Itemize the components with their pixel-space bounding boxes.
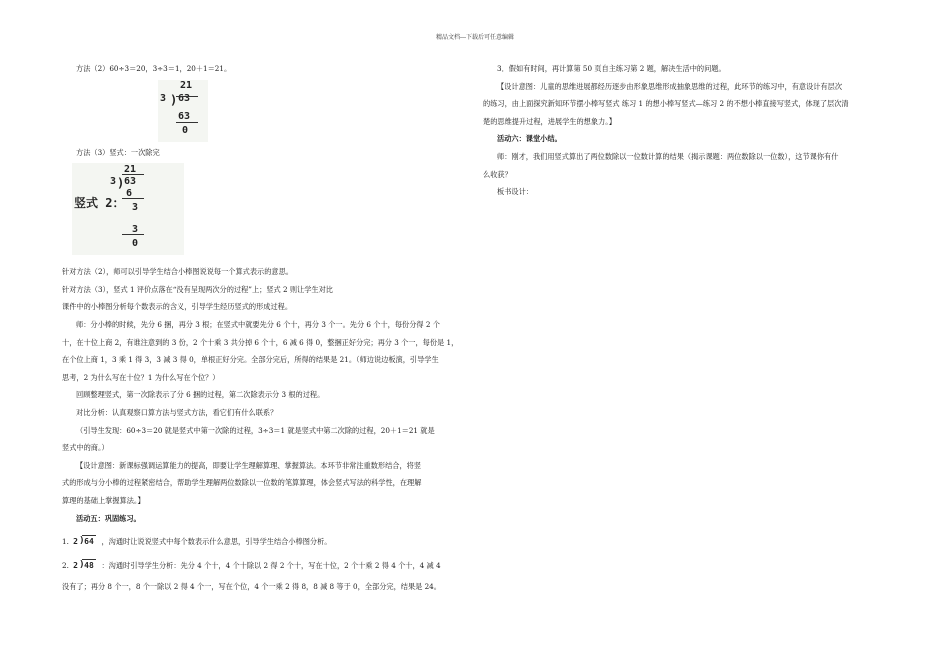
fig2-divisor: 3 — [110, 176, 117, 188]
fig2-label: 竖式 2： — [74, 196, 125, 211]
exercise-2-number: 2. — [62, 560, 69, 570]
fig1-product: 63 — [178, 110, 191, 122]
long-division-figure-1 — [158, 80, 208, 142]
e1-bracket: ) — [79, 536, 85, 547]
text-line: 回顾整理竖式，第一次除表示了分 6 捆的过程，第二次除表示分 3 根的过程。 — [76, 390, 325, 400]
right-column — [483, 60, 913, 201]
fig2-bracket: ) — [117, 176, 125, 191]
design-intent: 【设计意图：新课标强调运算能力的提高，即要让学生理解算理、掌握算法。本环节非常注重数形结合，将竖 — [76, 460, 422, 470]
board-design-heading: 板书设计： — [497, 187, 533, 197]
fig1-remainder: 0 — [182, 124, 189, 136]
text-line: 师：分小棒的时候，先分 6 捆，再分 3 根；在竖式中就要先分 6 个十，再分 3 个一。先分 6 个十，每份分得 2 个 — [76, 319, 440, 329]
text-line: 十，在十位上商 2，有谁注意到的 3 份，2 个十乘 3 共分掉 6 个十，6 减 6 得 0，整捆正好分完；再分 3 个一，每份是 1， — [62, 337, 459, 347]
exercise-1-number: 1. — [62, 537, 69, 547]
design-intent: 式的形成与分小棒的过程紧密结合，帮助学生理解两位数除以一位数的笔算算理，体会竖式写法的科学性，在理解 — [62, 478, 422, 488]
text-line: 课件中的小棒图分析每个数表示的含义，引导学生经历竖式的形成过程。 — [62, 302, 293, 312]
text-line: 针对方法（2），师可以引导学生结合小棒图说说每一个算式表示的意思。 — [62, 267, 293, 277]
page-header: 精品文档---下载后可任意编辑 — [435, 34, 515, 41]
summary-text: 师：刚才，我们用竖式算出了两位数除以一位数计算的结果（揭示课题：两位数除以一位数），这节课你有什 — [497, 151, 839, 161]
text-line: 思考，2 为什么写在十位？1 为什么写在个位？） — [62, 372, 220, 382]
text-line: （引导生发现：60÷3＝20 就是竖式中第一次除的过程，3÷3＝1 就是竖式中第二次除的过程，20＋1＝21 就是 — [76, 425, 435, 435]
fig1-divisor: 3 — [160, 92, 167, 104]
fig2-dividend: 63 — [124, 176, 137, 188]
text-line: 对比分析：认真观察口算方法与竖式方法，看它们有什么联系？ — [76, 407, 278, 417]
e2-bracket: ) — [79, 559, 85, 570]
e1-dividend: 64 — [84, 537, 94, 547]
fig2-top-line — [122, 174, 144, 175]
method-3: 方法（3）竖式：一次除完 — [76, 147, 160, 157]
fig2-quotient: 21 — [124, 164, 137, 176]
exercise-2-division — [71, 559, 99, 573]
item-3: 3．假如有时间，再计算第 50 页自主练习第 2 题，解决生活中的问题。 — [497, 64, 726, 73]
e1-line — [82, 535, 96, 536]
fig1-quotient: 21 — [180, 79, 193, 91]
e2-divisor: 2 — [73, 560, 78, 570]
text-line: 在个位上商 1，3 乘 1 得 3，3 减 3 得 0，单根正好分完。全部分完后，所得的结果是 21。（师边说边板演，引导学生 — [62, 355, 439, 365]
fig2-remainder: 0 — [132, 238, 139, 250]
fig2-step2: 3 — [132, 202, 139, 214]
left-column — [62, 60, 476, 596]
design-intent: 的练习，由上面探究新知环节摆小棒写竖式 练习 1 的想小棒写竖式—练习 2 的不想小棒直接写竖式，体现了层次清 — [483, 99, 849, 109]
e2-dividend: 48 — [84, 560, 94, 570]
exercise-1 — [62, 533, 476, 551]
design-intent: 算理的基础上掌握算法。】 — [62, 495, 145, 505]
summary-text: 么收获？ — [483, 169, 512, 179]
fig1-bracket: ) — [170, 92, 178, 107]
text-line: 针对方法（3），竖式 1 评价点落在“没有呈现两次分的过程”上；竖式 2 则让学生对比 — [62, 284, 333, 294]
exercise-1-text: ，沟通时让说说竖式中每个数表示什么意思，引导学生结合小棒图分析。 — [101, 537, 332, 547]
method-2: 方法（2）60÷3＝20，3÷3＝1，20＋1＝21。 — [76, 64, 232, 73]
activity-5-heading: 活动五：巩固练习。 — [76, 513, 141, 523]
text-line: 竖式中的商。） — [62, 443, 109, 453]
e1-divisor: 2 — [73, 537, 78, 547]
exercise-2-text-cont: 没有了；再分 8 个一，8 个一除以 2 得 4 个一，写在个位，4 个一乘 2 得 8，8 减 8 等于 0，全部分完，结果是 24。 — [62, 582, 441, 592]
long-division-figure-2 — [72, 163, 184, 255]
fig1-dividend: 63 — [178, 92, 191, 104]
fig2-step1: 6 — [126, 188, 133, 200]
e2-line — [82, 559, 96, 560]
fig1-top-line — [176, 96, 198, 97]
activity-6-heading: 活动六：课堂小结。 — [497, 134, 562, 144]
fig2-step3: 3 — [132, 224, 139, 236]
exercise-1-division — [71, 535, 99, 549]
design-intent: 【设计意图：儿童的思维进展都经历逐步由形象思维形成抽象思维的过程，此环节的练习中，有意设计有层次 — [497, 81, 843, 91]
exercise-2-text: ：沟通时引导学生分析：先分 4 个十，4 个十除以 2 得 2 个十，写在十位，2 个十乘 2 得 4 个十，4 减 4 — [101, 560, 441, 570]
exercise-2 — [62, 557, 476, 575]
design-intent: 楚的思维提升过程，进展学生的想象力。】 — [483, 116, 616, 126]
